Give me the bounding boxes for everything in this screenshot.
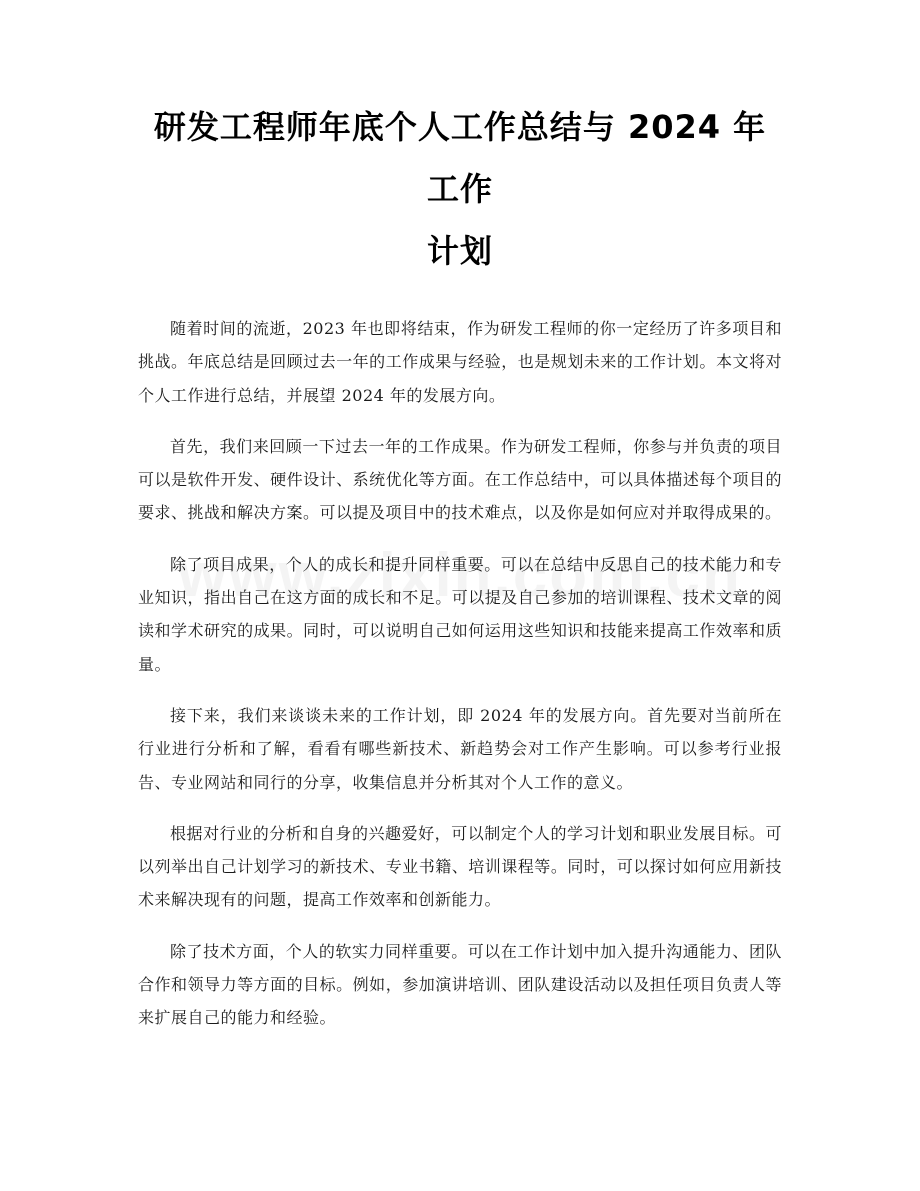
- paragraph-growth: 除了项目成果，个人的成长和提升同样重要。可以在总结中反思自己的技术能力和专业知识，指出自己在这方面的成长和不足。可以提及自己参加的培训课程、技术文章的阅读和学术研究的成果。同时，可以说明自己如何运用这些知识和技能来提高工作效率和质量。: [138, 554, 782, 674]
- paragraph-achievements: 首先，我们来回顾一下过去一年的工作成果。作为研发工程师，你参与并负责的项目可以是软件开发、硬件设计、系统优化等方面。在工作总结中，可以具体描述每个项目的要求、挑战和解决方案。可以提及项目中的技术难点，以及你是如何应对并取得成果的。: [138, 436, 782, 523]
- paragraph-learning-plan: 根据对行业的分析和自身的兴趣爱好，可以制定个人的学习计划和职业发展目标。可以列举出自己计划学习的新技术、专业书籍、培训课程等。同时，可以探讨如何应用新技术来解决现有的问题，提高工作效率和创新能力。: [138, 823, 782, 910]
- paragraph-intro: 随着时间的流逝，2023 年也即将结束，作为研发工程师的你一定经历了许多项目和挑战。年底总结是回顾过去一年的工作成果与经验，也是规划未来的工作计划。本文将对个人工作进行总结，并展望 2024 年的发展方向。: [138, 319, 782, 405]
- paragraph-industry-analysis: 接下来，我们来谈谈未来的工作计划，即 2024 年的发展方向。首先要对当前所在行业进行分析和了解，看看有哪些新技术、新趋势会对工作产生影响。可以参考行业报告、专业网站和同行的分享，收集信息并分析其对个人工作的意义。: [138, 705, 782, 792]
- document-title: [138, 96, 782, 282]
- title-line-1: 研发工程师年底个人工作总结与 2024 年工作: [153, 108, 767, 208]
- paragraph-soft-skills: 除了技术方面，个人的软实力同样重要。可以在工作计划中加入提升沟通能力、团队合作和领导力等方面的目标。例如，参加演讲培训、团队建设活动以及担任项目负责人等来扩展自己的能力和经验。: [138, 941, 782, 1028]
- title-line-2: 计划: [426, 232, 493, 270]
- document-body: [138, 312, 782, 1035]
